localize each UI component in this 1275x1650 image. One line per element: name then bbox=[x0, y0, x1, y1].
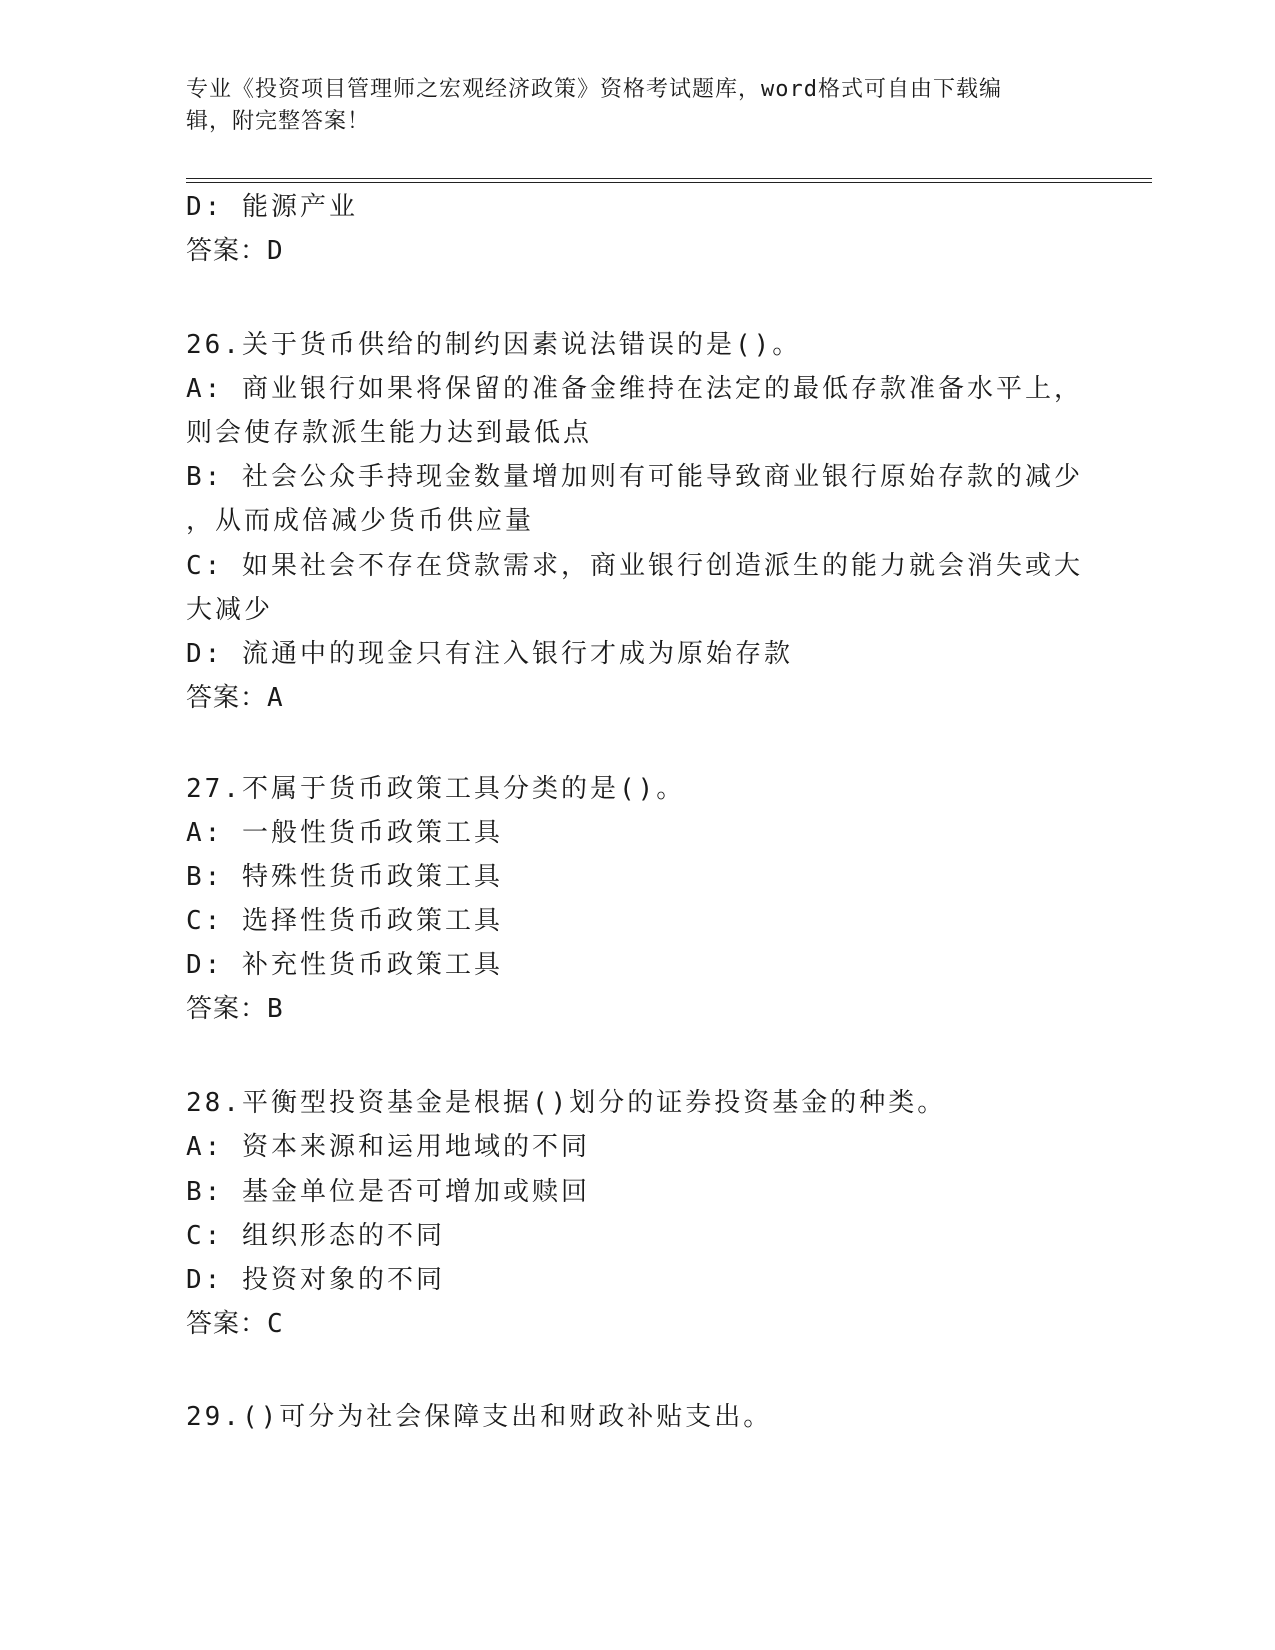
q27-option-d: D: 补充性货币政策工具 bbox=[186, 950, 503, 980]
q26-option-b-line1: B: 社会公众手持现金数量增加则有可能导致商业银行原始存款的减少 bbox=[186, 462, 1083, 492]
answer-value: C bbox=[267, 1309, 284, 1339]
answer-value: A bbox=[267, 683, 284, 713]
q27-answer bbox=[186, 992, 284, 1026]
q26-option-d: D: 流通中的现金只有注入银行才成为原始存款 bbox=[186, 639, 793, 669]
q27-stem: 27.不属于货币政策工具分类的是()。 bbox=[186, 774, 686, 804]
header-line-2: 辑，附完整答案！ bbox=[186, 109, 371, 134]
header-divider-bottom bbox=[186, 182, 1152, 183]
header-line-1: 专业《投资项目管理师之宏观经济政策》资格考试题库，word格式可自由下载编 bbox=[186, 77, 1002, 102]
q26-option-b-line2: ，从而成倍减少货币供应量 bbox=[186, 506, 535, 536]
q28-stem: 28.平衡型投资基金是根据()划分的证券投资基金的种类。 bbox=[186, 1088, 947, 1118]
q27-option-b: B: 特殊性货币政策工具 bbox=[186, 862, 503, 892]
answer-value: B bbox=[267, 994, 284, 1024]
q29-stem: 29.()可分为社会保障支出和财政补贴支出。 bbox=[186, 1402, 773, 1432]
q27-option-a: A: 一般性货币政策工具 bbox=[186, 818, 503, 848]
q25-answer bbox=[186, 234, 284, 268]
q25-option-d: D: 能源产业 bbox=[186, 192, 358, 222]
q28-option-c: C: 组织形态的不同 bbox=[186, 1221, 445, 1251]
q28-option-d: D: 投资对象的不同 bbox=[186, 1265, 445, 1295]
answer-label: 答案： bbox=[186, 994, 268, 1024]
answer-value: D bbox=[267, 236, 284, 266]
q28-option-b: B: 基金单位是否可增加或赎回 bbox=[186, 1177, 590, 1207]
q28-option-a: A: 资本来源和运用地域的不同 bbox=[186, 1132, 590, 1162]
q26-option-a-line1: A: 商业银行如果将保留的准备金维持在法定的最低存款准备水平上， bbox=[186, 374, 1083, 404]
header-divider-top bbox=[186, 178, 1152, 179]
document-header bbox=[186, 74, 1066, 138]
q26-option-c-line1: C: 如果社会不存在贷款需求，商业银行创造派生的能力就会消失或大 bbox=[186, 551, 1083, 581]
q26-stem: 26.关于货币供给的制约因素说法错误的是()。 bbox=[186, 330, 802, 360]
q26-option-c-line2: 大减少 bbox=[186, 595, 274, 625]
answer-label: 答案： bbox=[186, 683, 268, 713]
answer-label: 答案： bbox=[186, 1309, 268, 1339]
q27-option-c: C: 选择性货币政策工具 bbox=[186, 906, 503, 936]
answer-label: 答案： bbox=[186, 236, 268, 266]
q26-answer bbox=[186, 681, 284, 715]
q26-option-a-line2: 则会使存款派生能力达到最低点 bbox=[186, 418, 593, 448]
q28-answer bbox=[186, 1307, 284, 1341]
